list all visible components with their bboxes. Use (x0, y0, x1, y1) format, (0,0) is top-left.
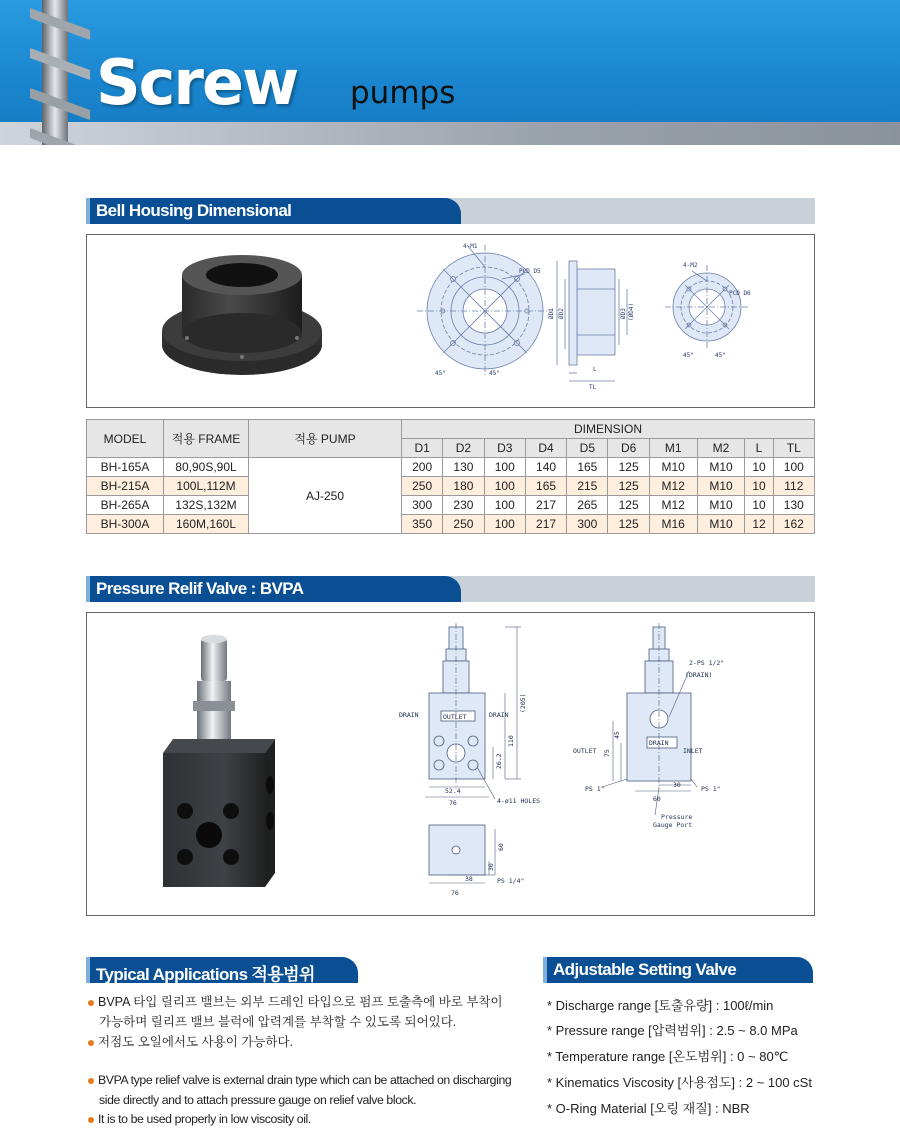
cell-dim: 100 (773, 458, 814, 477)
label-outlet-small: OUTLET (443, 713, 467, 721)
cell-dim: M16 (649, 515, 697, 534)
col-dim-tl: TL (773, 439, 814, 458)
page-title: Screw (96, 46, 298, 119)
label-205: (205) (519, 693, 527, 713)
label-45deg-b: 45° (489, 370, 500, 377)
col-dim-d4: D4 (525, 439, 566, 458)
bullet-dot (88, 1000, 94, 1006)
cell-dim: 350 (402, 515, 443, 534)
cell-frame: 80,90S,90L (164, 458, 249, 477)
label-gauge-port: Gauge Port (653, 821, 693, 829)
label-drain-paren: (DRAIN) (685, 671, 713, 679)
screw-illustration (0, 0, 100, 145)
cell-dim: 112 (773, 477, 814, 496)
cell-frame: 100L,112M (164, 477, 249, 496)
page-subtitle: pumps (350, 75, 456, 111)
label-ps-half: 2-PS 1/2" (689, 659, 725, 667)
cell-model: BH-215A (87, 477, 164, 496)
label-b60: 60 (497, 843, 505, 851)
col-dimension: DIMENSION (402, 420, 815, 439)
bullet-dot (88, 1078, 94, 1084)
header-strip (0, 122, 900, 145)
adjust-item-temperature: * Temperature range [온도범위] : 0 ~ 80℃ (547, 1049, 789, 1064)
label-ps1-right: PS 1" (701, 785, 721, 793)
table-row (87, 496, 815, 515)
bell-housing-drawing (407, 239, 787, 401)
cell-dim: 162 (773, 515, 814, 534)
cell-dim: 250 (402, 477, 443, 496)
label-l: L (593, 366, 597, 373)
bell-housing-spec-table (86, 419, 815, 534)
label-45deg-d: 45° (715, 352, 726, 359)
cell-dim: 217 (525, 496, 566, 515)
label-drain-box: DRAIN (649, 739, 669, 747)
cell-dim: 130 (443, 458, 484, 477)
label-ps-quarter: PS 1/4" (497, 877, 525, 885)
label-b30: 30 (487, 863, 495, 871)
cell-dim: 165 (525, 477, 566, 496)
section-tab (86, 198, 461, 224)
cell-dim: 215 (567, 477, 608, 496)
label-ps1-left: PS 1" (585, 785, 605, 793)
col-dim-d5: D5 (567, 439, 608, 458)
cell-dim: 10 (745, 458, 773, 477)
cell-model: BH-265A (87, 496, 164, 515)
table-row (87, 477, 815, 496)
cell-dim: 300 (567, 515, 608, 534)
cell-dim: 10 (745, 477, 773, 496)
label-45deg-c: 45° (683, 352, 694, 359)
label-52-4: 52.4 (445, 787, 461, 795)
relief-valve-drawing (397, 619, 807, 909)
label-75: 75 (603, 749, 611, 757)
cell-dim: 12 (745, 515, 773, 534)
cell-dim: M12 (649, 477, 697, 496)
label-110: 110 (507, 735, 515, 747)
app-line-6: It is to be used properly in low viscosity oil. (88, 1109, 311, 1129)
label-26-2: 26.2 (495, 753, 503, 769)
cell-dim: 265 (567, 496, 608, 515)
label-b76: 76 (451, 889, 459, 897)
cell-frame: 160M,160L (164, 515, 249, 534)
adjust-item-discharge: * Discharge range [토출유량] : 100ℓ/min (547, 998, 774, 1013)
section-title-relief-valve: Pressure Relif Valve : BVPA (96, 579, 304, 598)
cell-dim: M10 (697, 515, 745, 534)
label-pressure: Pressure (661, 813, 693, 821)
label-d3: ØD3 (620, 308, 627, 319)
cell-dim: 125 (608, 515, 649, 534)
app-line-4: BVPA type relief valve is external drain type which can be attached on discharging (88, 1070, 511, 1090)
cell-dim: 125 (608, 477, 649, 496)
relief-valve-photo (157, 635, 287, 897)
label-60: 60 (653, 795, 661, 803)
cell-dim: 250 (443, 515, 484, 534)
section-bar-bell-housing (86, 198, 815, 224)
label-d2: ØD2 (558, 308, 565, 319)
col-dim-m1: M1 (649, 439, 697, 458)
label-drain-right: DRAIN (489, 711, 509, 719)
cell-dim: 125 (608, 496, 649, 515)
label-tl: TL (589, 384, 597, 391)
app-line-5: side directly and to attach pressure gauge on relief valve block. (99, 1093, 417, 1107)
cell-dim: 180 (443, 477, 484, 496)
label-m2: 4-M2 (683, 262, 698, 269)
label-b38: 38 (465, 875, 473, 883)
cell-dim: 100 (484, 477, 525, 496)
table-row (87, 515, 815, 534)
cell-dim: M10 (697, 458, 745, 477)
cell-dim: 100 (484, 515, 525, 534)
section-title-bell-housing: Bell Housing Dimensional (96, 201, 292, 220)
col-pump: 적용 PUMP (249, 420, 402, 458)
label-pcd-d6: PCD D6 (729, 290, 751, 297)
section-tab (543, 957, 813, 983)
section-tab (86, 957, 358, 983)
label-30: 30 (673, 781, 681, 789)
col-dim-d2: D2 (443, 439, 484, 458)
table-row (87, 458, 815, 477)
adjust-item-oring: * O-Ring Material [오링 재질] : NBR (547, 1101, 750, 1116)
adjust-item-viscosity: * Kinematics Viscosity [사용점도] : 2 ~ 100 cSt (547, 1075, 812, 1090)
cell-dim: 217 (525, 515, 566, 534)
cell-dim: 130 (773, 496, 814, 515)
col-dim-d1: D1 (402, 439, 443, 458)
label-76: 76 (449, 799, 457, 807)
app-line-2: 가능하며 릴리프 밸브 블럭에 압력계를 부착할 수 있도록 되어있다. (99, 1015, 457, 1029)
col-dim-d6: D6 (608, 439, 649, 458)
bell-housing-figure (86, 234, 815, 408)
label-45: 45 (613, 731, 621, 739)
section-tab (86, 576, 461, 602)
app-line-1: BVPA 타입 릴리프 밸브는 외부 드레인 타입으로 펌프 토출측에 바로 부착이 (88, 992, 503, 1012)
cell-dim: M10 (697, 496, 745, 515)
cell-dim: 100 (484, 496, 525, 515)
col-dim-l: L (745, 439, 773, 458)
cell-model: BH-165A (87, 458, 164, 477)
col-model: MODEL (87, 420, 164, 458)
bullet-dot (88, 1117, 94, 1123)
bell-housing-photo (157, 253, 327, 383)
label-pcd-d5: PCD D5 (519, 268, 541, 275)
cell-dim: 100 (484, 458, 525, 477)
cell-dim: M10 (697, 477, 745, 496)
label-drain-left: DRAIN (399, 711, 419, 719)
cell-dim: 200 (402, 458, 443, 477)
cell-dim: M12 (649, 496, 697, 515)
label-outlet: OUTLET (573, 747, 597, 755)
label-d1: ØD1 (548, 308, 555, 319)
col-dim-d3: D3 (484, 439, 525, 458)
app-line-3: 저점도 오일에서도 사용이 가능하다. (88, 1032, 293, 1052)
cell-dim: 125 (608, 458, 649, 477)
cell-dim: 140 (525, 458, 566, 477)
label-m1: 4-M1 (463, 243, 478, 250)
label-holes: 4-ø11 HOLES (497, 797, 541, 805)
relief-valve-figure (86, 612, 815, 916)
cell-model: BH-300A (87, 515, 164, 534)
col-dim-m2: M2 (697, 439, 745, 458)
cell-dim: 165 (567, 458, 608, 477)
cell-dim: 230 (443, 496, 484, 515)
cell-dim: M10 (649, 458, 697, 477)
bullet-dot (88, 1040, 94, 1046)
section-bar-relief-valve (86, 576, 815, 602)
label-inlet: INLET (683, 747, 703, 755)
cell-dim: 10 (745, 496, 773, 515)
cell-pump: AJ-250 (249, 458, 402, 534)
spec-body (87, 458, 815, 534)
section-title-adjustable: Adjustable Setting Valve (553, 960, 737, 979)
label-45deg-a: 45° (435, 370, 446, 377)
section-title-applications: Typical Applications 적용범위 (96, 965, 315, 984)
cell-dim: 300 (402, 496, 443, 515)
col-frame: 적용 FRAME (164, 420, 249, 458)
section-bar-adjustable (543, 957, 813, 983)
cell-frame: 132S,132M (164, 496, 249, 515)
section-bar-applications (86, 957, 358, 983)
adjust-item-pressure: * Pressure range [압력범위] : 2.5 ~ 8.0 MPa (547, 1023, 798, 1038)
header-banner (0, 0, 900, 145)
label-d4: (ØD4) (628, 302, 635, 321)
